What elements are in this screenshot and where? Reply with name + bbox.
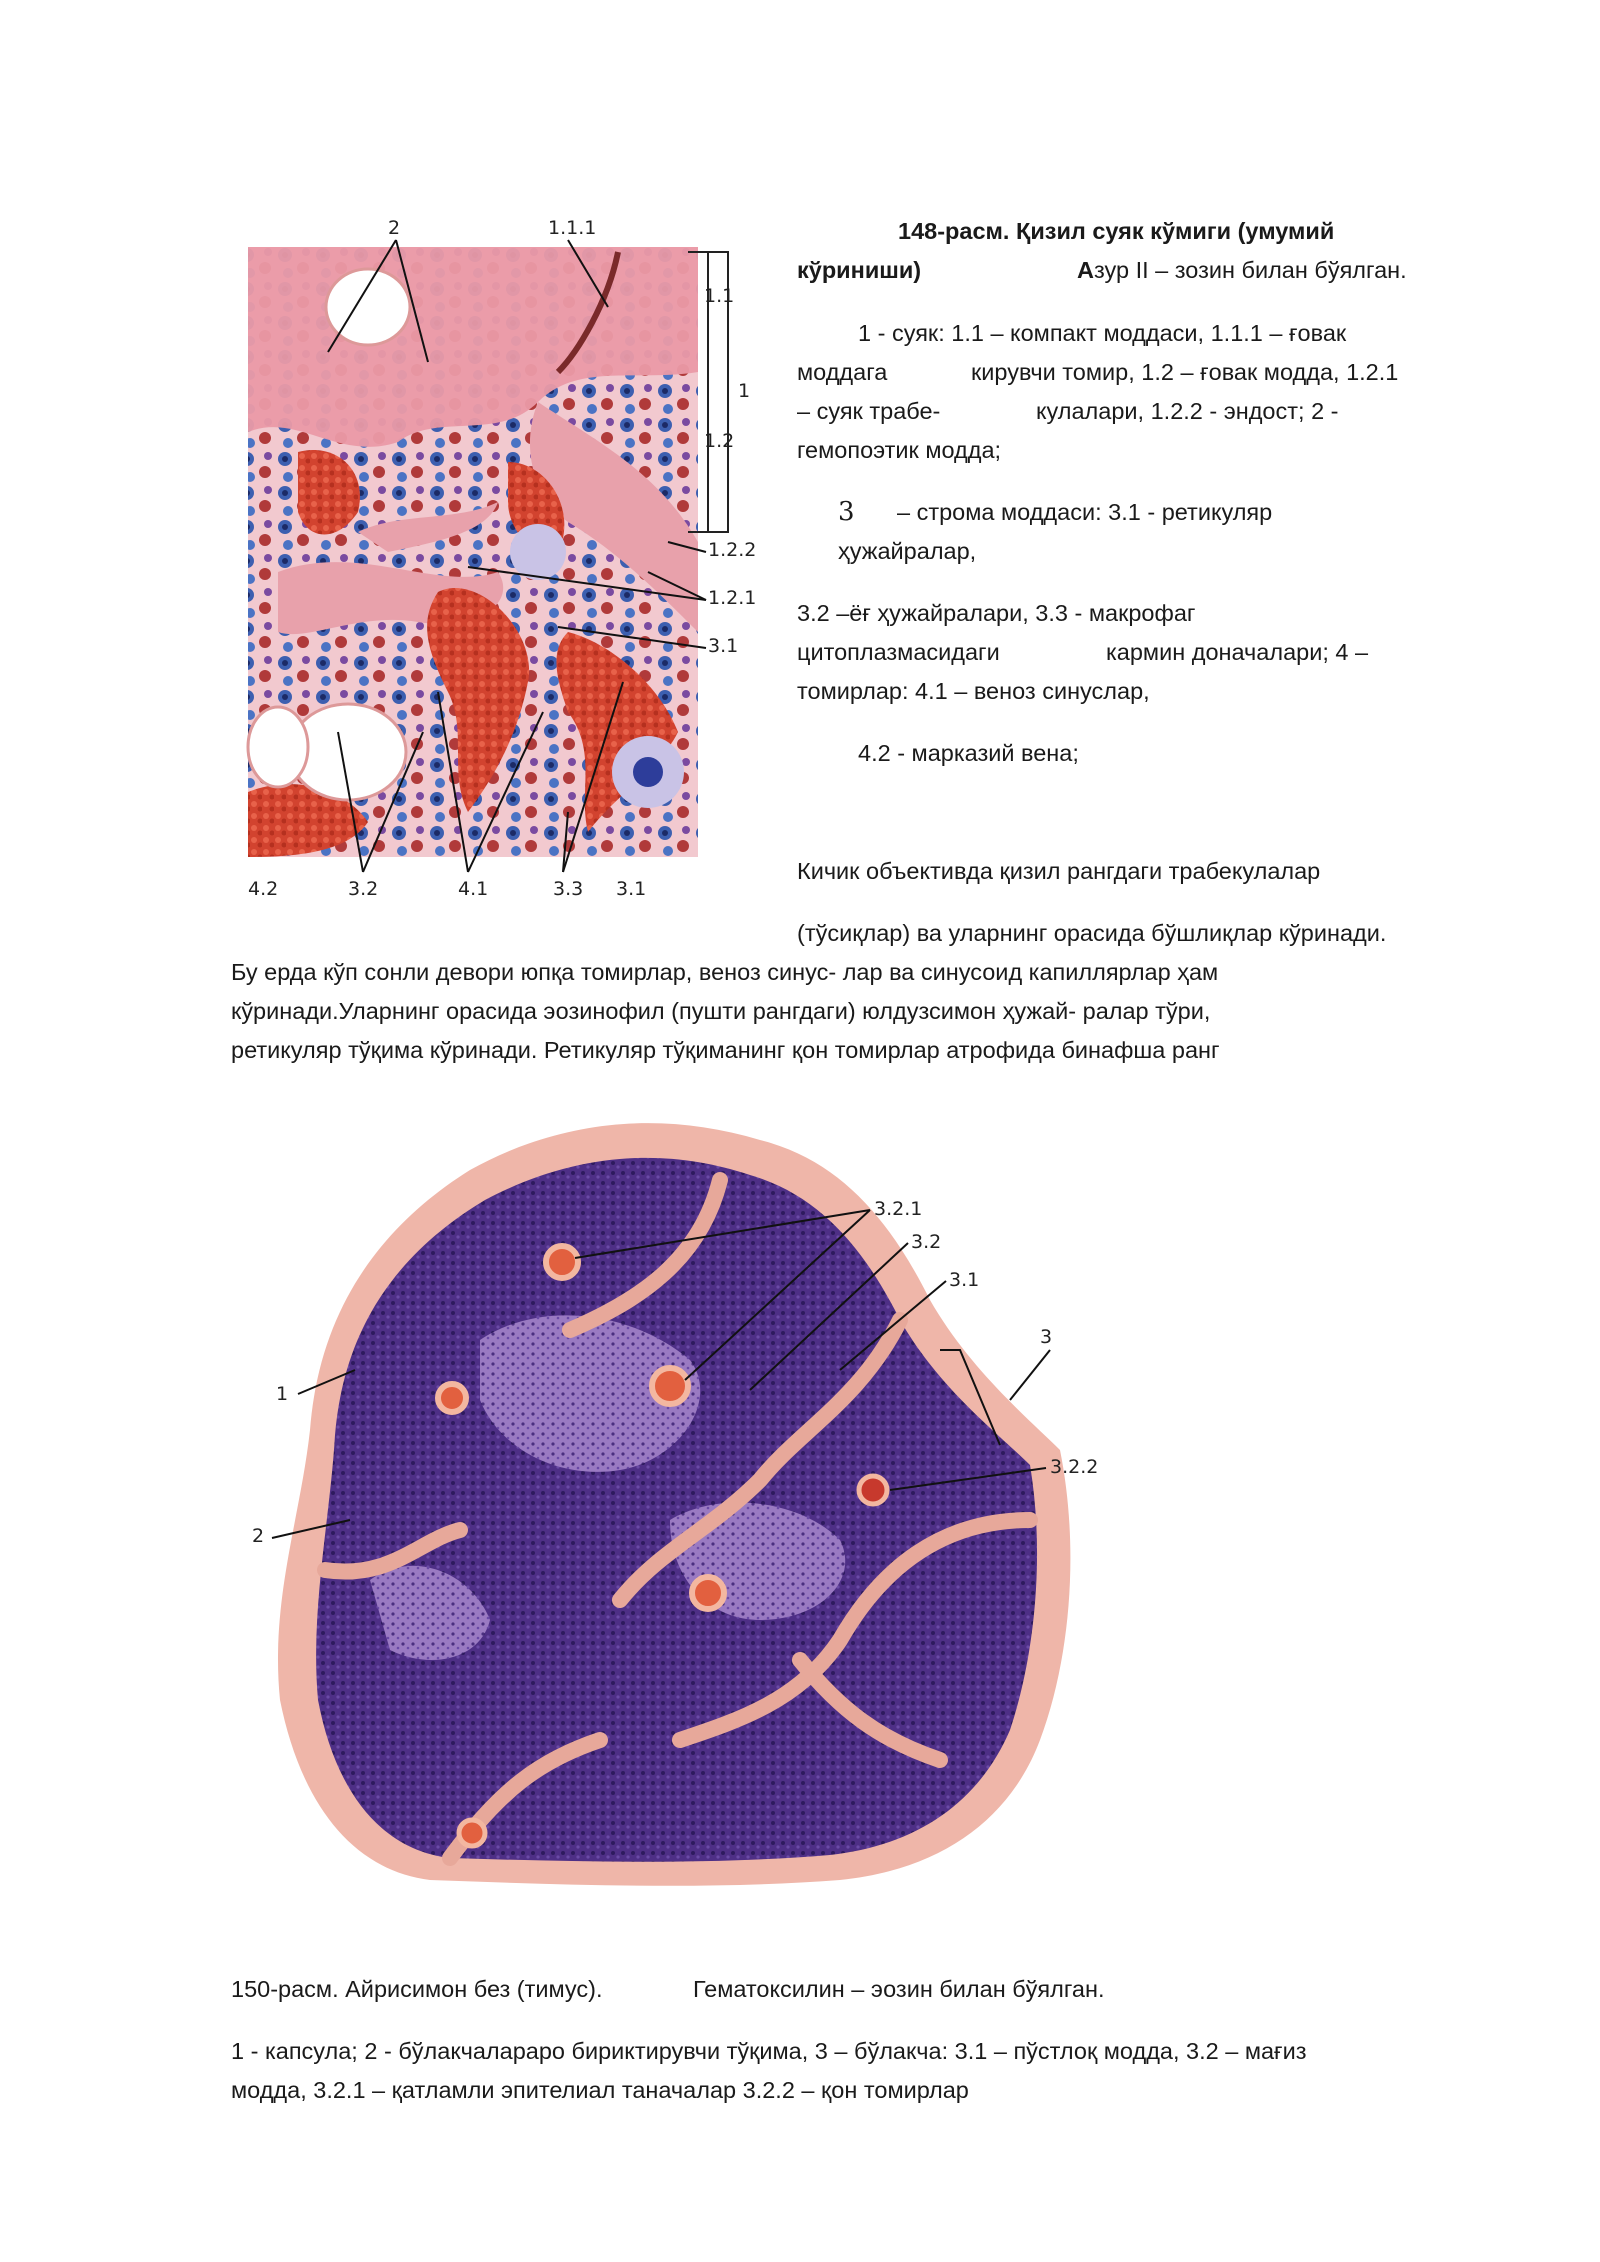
figure-label: 3.2.1 <box>874 1198 923 1220</box>
paragraph-line: Бу ерда кўп сонли девори юпқа томирлар, веноз синус- лар ва синусоид капиллярлар ҳам <box>231 959 1219 985</box>
figure-label: 3.2.2 <box>1050 1456 1099 1478</box>
legend-number: 3 <box>838 497 855 527</box>
figure-label: 3.1 <box>708 635 739 657</box>
hassall-corpuscle <box>438 1384 466 1412</box>
figure-150-legend: модда, 3.2.1 – қатламли эпителиал таначалар 3.2.2 – қон томирлар <box>231 2077 969 2103</box>
figure-label: 3.1 <box>949 1269 980 1291</box>
figure-150-title: 150-расм. Айрисимон без (тимус). <box>231 1976 603 2002</box>
thymus-illustration <box>240 1100 1170 1890</box>
stain-initial: А <box>1077 257 1094 283</box>
figure-150-legend: 1 - капсула; 2 - бўлакчалараро бириктирувчи тўқима, 3 – бўлакча: 3.1 – пўстлоқ модда, 3.2 – мағиз <box>231 2038 1307 2064</box>
hassall-corpuscle <box>692 1577 724 1609</box>
hassall-corpuscle <box>546 1246 578 1278</box>
figure-label: 3.2 <box>911 1231 942 1253</box>
figure-label: 1 <box>738 380 751 402</box>
figure-150-stain: Гематоксилин – эозин билан бўялган. <box>693 1976 1105 2002</box>
figure-label: 1.1 <box>704 285 735 307</box>
figure-148-title-cont: кўриниши) <box>797 257 922 283</box>
figure-148-title: 148-расм. Қизил суяк кўмиги (умумий <box>898 218 1335 244</box>
figure-label: 3.2 <box>348 878 379 900</box>
legend-line: – строма моддаси: 3.1 - ретикуляр <box>897 499 1273 525</box>
legend-line: кирувчи томир, 1.2 – ғовак модда, 1.2.1 <box>971 359 1399 385</box>
figure-label: 2 <box>388 217 401 239</box>
figure-label: 3.3 <box>553 878 584 900</box>
figure-label: 1.2 <box>704 430 735 452</box>
figure-label: 4.1 <box>458 878 489 900</box>
blood-vessel <box>859 1476 887 1504</box>
fat-cell <box>248 707 308 787</box>
legend-line: 3.2 –ёғ ҳужайралари, 3.3 - макрофаг <box>797 600 1196 626</box>
legend-line: гемопоэтик модда; <box>797 437 1002 463</box>
megakaryocyte <box>633 757 663 787</box>
figure-label: 3.1 <box>616 878 647 900</box>
megakaryocyte <box>510 524 566 580</box>
legend-line: 4.2 - марказий вена; <box>858 740 1079 766</box>
figure-label: 1.2.2 <box>708 539 757 561</box>
legend-line: – суяк трабе- <box>797 398 941 424</box>
figure-label: 1.2.1 <box>708 587 757 609</box>
figure-label: 4.2 <box>248 878 279 900</box>
paragraph-line: кўринади.Уларнинг орасида эозинофил (пушти рангдаги) юлдузсимон ҳужай- ралар тўри, <box>231 998 1211 1024</box>
legend-line: ҳужайралар, <box>838 538 977 564</box>
hassall-corpuscle <box>459 1820 485 1846</box>
figure-label: 2 <box>252 1525 265 1547</box>
legend-line: кармин доначалари; 4 – <box>1106 639 1369 665</box>
legend-line: 1 - суяк: 1.1 – компакт моддаси, 1.1.1 – ғовак <box>858 320 1347 346</box>
legend-line: томирлар: 4.1 – веноз синуслар, <box>797 678 1150 704</box>
legend-line: цитоплазмасидаги <box>797 639 1000 665</box>
figure-label: 3 <box>1040 1326 1053 1348</box>
legend-line: кулалари, 1.2.2 - эндост; 2 - <box>1036 398 1339 424</box>
paragraph-line: (тўсиқлар) ва уларнинг орасида бўшлиқлар кўринади. <box>797 920 1387 946</box>
bone-marrow-illustration <box>238 212 778 912</box>
paragraph-line: ретикуляр тўқима кўринади. Ретикуляр тўқиманинг қон томирлар атрофида бинафша ранг <box>231 1037 1220 1063</box>
legend-line: моддага <box>797 359 888 385</box>
figure-label: 1 <box>276 1383 289 1405</box>
paragraph-line: Кичик объективда қизил рангдаги трабекулалар <box>797 858 1321 884</box>
hassall-corpuscle <box>652 1368 688 1404</box>
figure-label: 1.1.1 <box>548 217 597 239</box>
figure-148-stain <box>1077 251 1407 290</box>
stain-text: зур II – зозин билан бўялган. <box>1093 257 1407 283</box>
